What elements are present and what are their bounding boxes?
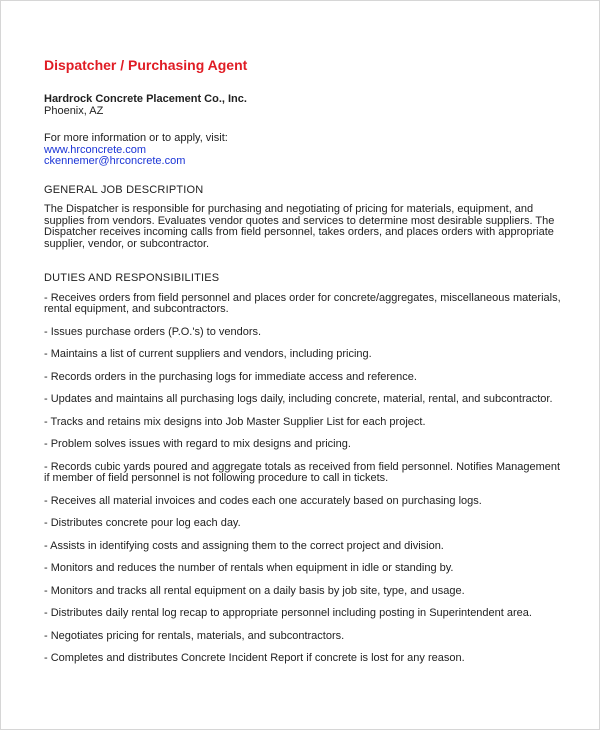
duty-item: - Monitors and tracks all rental equipment on a daily basis by job site, type, and usage. [44, 584, 465, 597]
duty-item: - Distributes daily rental log recap to appropriate personnel including posting in Superintendent area. [44, 607, 532, 619]
duty-item: - Problem solves issues with regard to mix designs and pricing. [44, 438, 351, 450]
contact-block [44, 133, 564, 168]
email-link[interactable]: ckennemer@hrconcrete.com [44, 155, 186, 167]
duty-item: - Negotiates pricing for rentals, materials, and subcontractors. [44, 629, 345, 642]
duties-list [44, 293, 564, 665]
duty-item: - Assists in identifying costs and assigning them to the correct project and division. [44, 539, 444, 552]
duty-item: - Maintains a list of current suppliers and vendors, including pricing. [44, 348, 372, 360]
duty-item: - Issues purchase orders (P.O.'s) to vendors. [44, 325, 262, 338]
duty-item: - Records orders in the purchasing logs for immediate access and reference. [44, 370, 417, 383]
duty-item: - Updates and maintains all purchasing logs daily, including concrete, material, rental, and subcontractor. [44, 393, 553, 405]
duty-item: - Distributes concrete pour log each day. [44, 517, 241, 529]
duty-item: - Receives all material invoices and codes each one accurately based on purchasing logs. [44, 494, 482, 507]
contact-intro: For more information or to apply, visit: [44, 132, 228, 144]
company-name: Hardrock Concrete Placement Co., Inc. [44, 93, 247, 105]
duty-item: - Monitors and reduces the number of rentals when equipment in idle or standing by. [44, 562, 454, 574]
website-link[interactable]: www.hrconcrete.com [44, 143, 147, 156]
job-title: Dispatcher / Purchasing Agent [44, 57, 248, 73]
duty-item: - Completes and distributes Concrete Incident Report if concrete is lost for any reason. [44, 652, 465, 664]
general-heading: GENERAL JOB DESCRIPTION [44, 183, 204, 196]
company-location: Phoenix, AZ [44, 104, 104, 117]
duty-item: - Tracks and retains mix designs into Job Master Supplier List for each project. [44, 415, 426, 428]
duty-item: - Records cubic yards poured and aggregate totals as received from field personnel. Notifies Management if member of field personnel is not following procedure to call in tickets. [44, 460, 561, 484]
duties-heading: DUTIES AND RESPONSIBILITIES [44, 272, 220, 284]
document-content [44, 57, 564, 676]
duty-item: - Receives orders from field personnel and places order for concrete/aggregates, miscellaneous materials, rental equipment, and subcontractors. [44, 291, 561, 315]
general-description: The Dispatcher is responsible for purchasing and negotiating of pricing for materials, equipment, and supplies from vendors. Evaluates vendor quotes and services to determine most desirable suppliers. The Dispatcher receives incoming calls from field personnel, takes orders, and places orders with appropriate supplier, vendor, or subcontractor. [44, 203, 555, 250]
